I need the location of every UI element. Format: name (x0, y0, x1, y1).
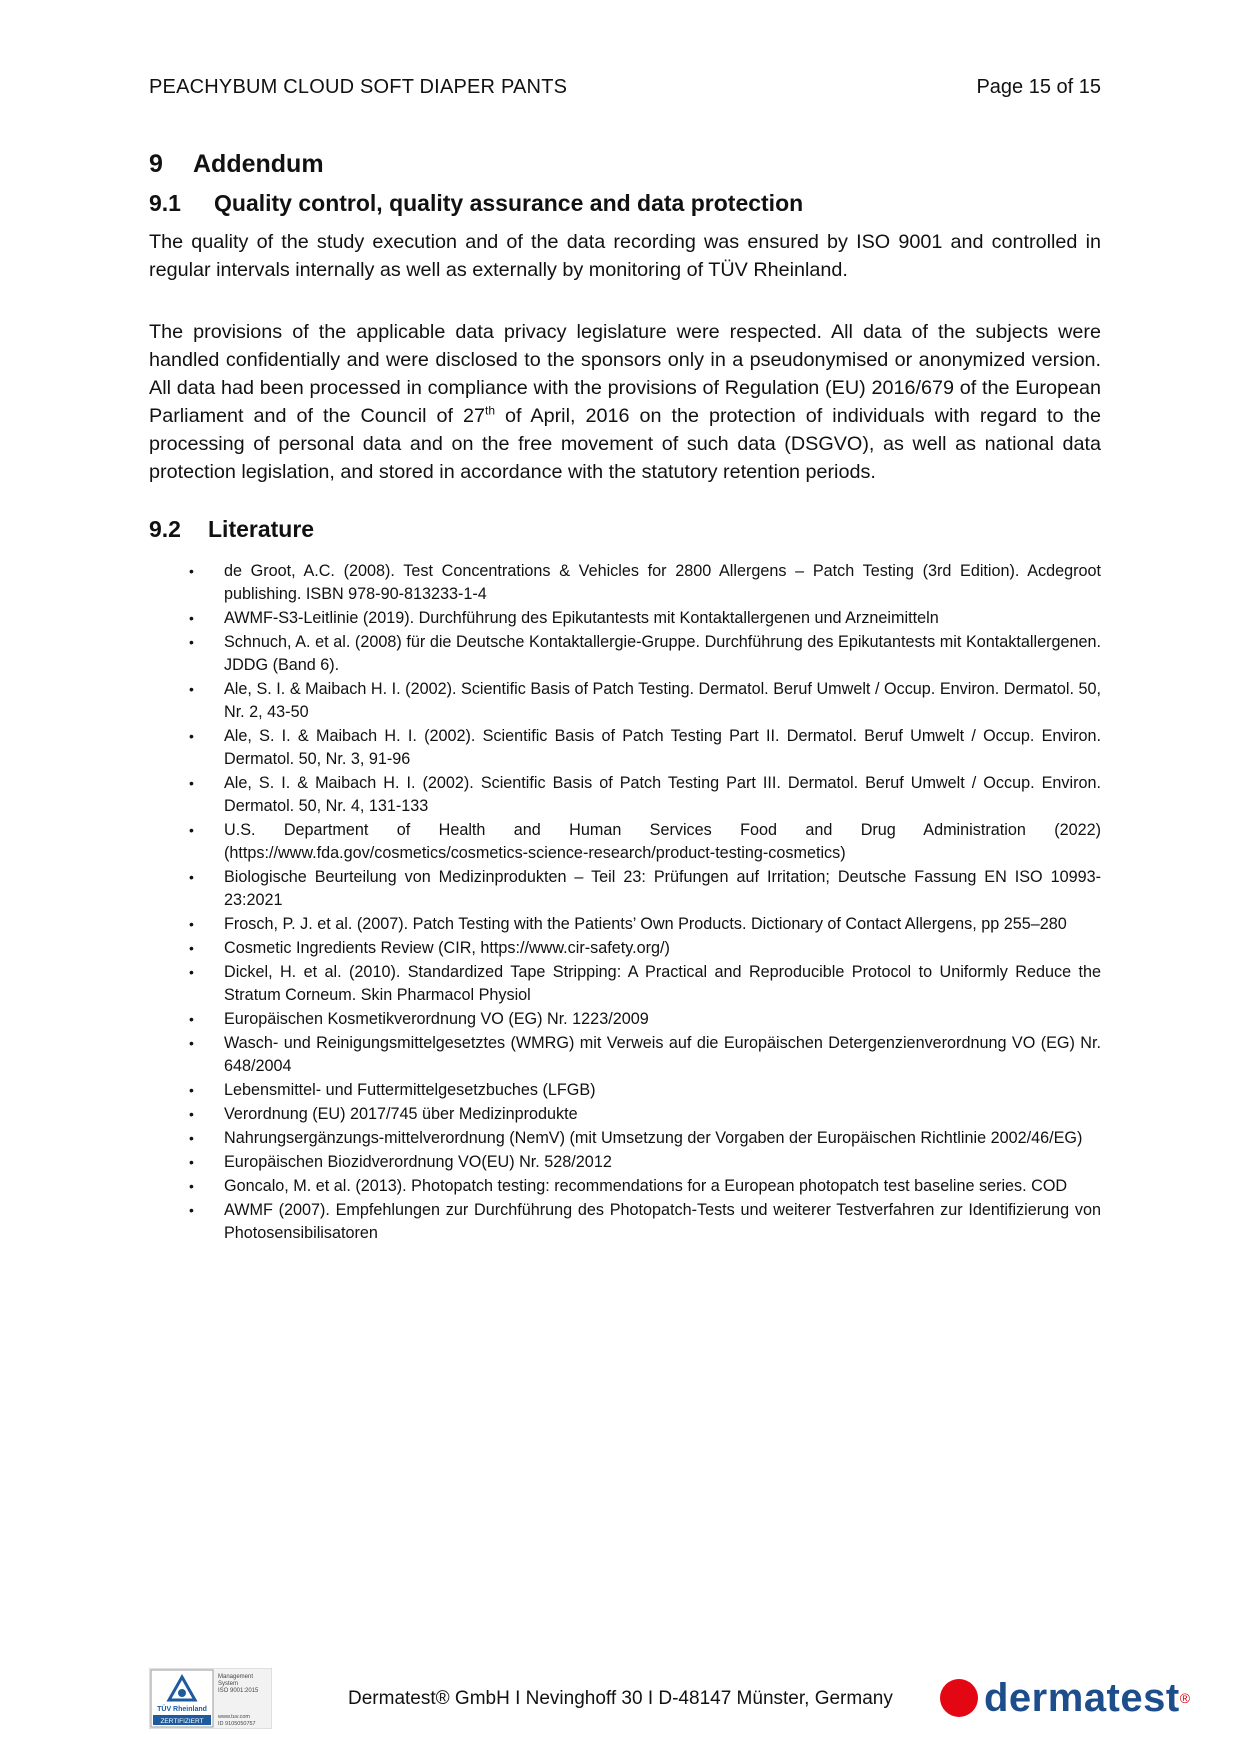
bullet-icon: • (189, 822, 194, 838)
literature-item-text: Europäischen Kosmetikverordnung VO (EG) Nr. 1223/2009 (224, 1010, 649, 1028)
literature-item (149, 937, 1101, 960)
literature-item-text: U.S. Department of Health and Human Services Food and Drug Administration (2022) (https://www.fda.gov/cosmetics/cosmetics-science-research/product-testing-cosmetics) (224, 821, 1101, 862)
literature-item (149, 1151, 1101, 1174)
literature-item (149, 607, 1101, 630)
subsection-title: Quality control, quality assurance and data protection (214, 190, 804, 216)
literature-item-text: Ale, S. I. & Maibach H. I. (2002). Scientific Basis of Patch Testing Part III. Dermatol. Beruf Umwelt / Occup. Environ. Dermatol. 50, Nr. 4, 131-133 (224, 774, 1101, 815)
badge-line3: ISO 9001:2015 (218, 1688, 259, 1694)
bullet-icon: • (189, 916, 194, 932)
literature-item (149, 725, 1101, 771)
literature-item-text: Goncalo, M. et al. (2013). Photopatch testing: recommendations for a European photopatch test baseline series. COD (224, 1177, 1068, 1195)
footer-address: Dermatest® GmbH I Nevinghoff 30 I D-48147 Münster, Germany (348, 1688, 893, 1709)
bullet-icon: • (189, 964, 194, 980)
tuv-certified: ZERTIFIZIERT (160, 1718, 204, 1725)
literature-item-text: AWMF (2007). Empfehlungen zur Durchführung des Photopatch-Tests und weiterer Testverfahren zur Identifizierung von Photosensibilisatoren (224, 1201, 1101, 1242)
section-number: 9 (149, 150, 163, 178)
bullet-icon: • (189, 1106, 194, 1122)
data-protection-paragraph (149, 318, 1101, 486)
subsection-number: 9.1 (149, 190, 181, 216)
literature-item-text: Dickel, H. et al. (2010). Standardized Tape Stripping: A Practical and Reproducible Protocol to Uniformly Reduce the Stratum Corneum. Skin Pharmacol Physiol (224, 963, 1101, 1004)
literature-item (149, 560, 1101, 606)
literature-item (149, 1175, 1101, 1198)
header-title: PEACHYBUM CLOUD SOFT DIAPER PANTS (149, 76, 568, 98)
literature-item (149, 1199, 1101, 1245)
bullet-icon: • (189, 610, 194, 626)
literature-item-text: Europäischen Biozidverordnung VO(EU) Nr. 528/2012 (224, 1153, 612, 1171)
tuv-certification-badge (149, 1668, 272, 1729)
literature-item (149, 1032, 1101, 1078)
bullet-icon: • (189, 1202, 194, 1218)
badge-line1: Management (218, 1674, 254, 1680)
literature-item (149, 772, 1101, 818)
bullet-icon: • (189, 681, 194, 697)
literature-item-text: Ale, S. I. & Maibach H. I. (2002). Scientific Basis of Patch Testing Part II. Dermatol. Beruf Umwelt / Occup. Environ. Dermatol. 50, Nr. 3, 91-96 (224, 727, 1101, 768)
bullet-icon: • (189, 634, 194, 650)
bullet-icon: • (189, 563, 194, 579)
bullet-icon: • (189, 1011, 194, 1027)
literature-item (149, 961, 1101, 1007)
subsection-title: Literature (208, 516, 315, 542)
literature-item (149, 1127, 1101, 1150)
bullet-icon: • (189, 869, 194, 885)
literature-item (149, 1103, 1101, 1126)
literature-item-text: Wasch- und Reinigungsmittelgesetztes (WMRG) mit Verweis auf die Europäischen Detergenzienverordnung VO (EG) Nr. 648/2004 (224, 1034, 1101, 1075)
section-heading (149, 150, 324, 179)
literature-item-text: de Groot, A.C. (2008). Test Concentrations & Vehicles for 2800 Allergens – Patch Testing (3rd Edition). Acdegroot publishing. ISBN 978-90-813233-1-4 (224, 562, 1101, 603)
literature-list (149, 560, 1101, 1246)
bullet-icon: • (189, 775, 194, 791)
literature-item (149, 1008, 1101, 1031)
bullet-icon: • (189, 1035, 194, 1051)
bullet-icon: • (189, 728, 194, 744)
literature-item (149, 866, 1101, 912)
subsection-heading-literature (149, 516, 314, 543)
literature-item-text: Cosmetic Ingredients Review (CIR, https://www.cir-safety.org/) (224, 939, 670, 957)
literature-item (149, 631, 1101, 677)
logo-registered-mark: ® (1179, 1690, 1191, 1706)
literature-item-text: Nahrungsergänzungs-mittelverordnung (NemV) (mit Umsetzung der Vorgaben der Europäischen Richtlinie 2002/46/EG) (224, 1129, 1083, 1147)
literature-item-text: Biologische Beurteilung von Medizinprodukten – Teil 23: Prüfungen auf Irritation; Deutsche Fassung EN ISO 10993-23:2021 (224, 868, 1101, 909)
dermatest-logo (940, 1673, 1190, 1723)
data-protection-text-b: of April, 2016 on the protection of individuals with regard to the processing of personal data and on the free movement of such data (DSGVO), as well as national data protection legislation, and stored in accordance with the statutory retention periods. (149, 405, 1101, 483)
literature-item-text: Lebensmittel- und Futtermittelgesetzbuches (LFGB) (224, 1081, 596, 1099)
subsection-number: 9.2 (149, 516, 181, 542)
literature-item-text: Ale, S. I. & Maibach H. I. (2002). Scientific Basis of Patch Testing. Dermatol. Beruf Umwelt / Occup. Environ. Dermatol. 50, Nr. 2, 43-50 (224, 680, 1101, 721)
literature-item-text: Verordnung (EU) 2017/745 über Medizinprodukte (224, 1105, 578, 1123)
literature-item-text: Frosch, P. J. et al. (2007). Patch Testing with the Patients’ Own Products. Dictionary of Contact Allergens, pp 255–280 (224, 915, 1067, 933)
bullet-icon: • (189, 940, 194, 956)
literature-item (149, 678, 1101, 724)
subsection-heading-quality (149, 190, 803, 217)
literature-item (149, 913, 1101, 936)
quality-paragraph: The quality of the study execution and of the data recording was ensured by ISO 9001 and controlled in regular intervals internally as well as externally by monitoring of TÜV Rheinland. (149, 231, 1101, 281)
ordinal-suffix: th (484, 403, 495, 418)
logo-wordmark: dermatest (984, 1675, 1180, 1720)
literature-item-text: Schnuch, A. et al. (2008) für die Deutsche Kontaktallergie-Gruppe. Durchführung des Epikutantests mit Kontaktallergenen. JDDG (Band 6). (224, 633, 1101, 674)
literature-item (149, 1079, 1101, 1102)
section-title: Addendum (193, 150, 324, 178)
literature-item (149, 819, 1101, 865)
badge-id: ID 9105050757 (218, 1721, 256, 1727)
tuv-brand: TÜV Rheinland (157, 1706, 207, 1713)
page-number: Page 15 of 15 (976, 76, 1101, 98)
bullet-icon: • (189, 1130, 194, 1146)
badge-url: www.tuv.com (218, 1714, 250, 1720)
literature-item-text: AWMF-S3-Leitlinie (2019). Durchführung des Epikutantests mit Kontaktallergenen und Arzneimitteln (224, 609, 939, 627)
badge-line2: System (218, 1681, 239, 1687)
bullet-icon: • (189, 1178, 194, 1194)
logo-dot-icon (940, 1679, 978, 1717)
bullet-icon: • (189, 1154, 194, 1170)
data-protection-text-a: The provisions of the applicable data privacy legislature were respected. All data of the subjects were handled confidentially and were disclosed to the sponsors only in a pseudonymised or anonymized version. All data had been processed in compliance with the provisions of Regulation (EU) 2016/679 of the European Parliament and of the Council of 27 (149, 321, 1101, 427)
bullet-icon: • (189, 1082, 194, 1098)
